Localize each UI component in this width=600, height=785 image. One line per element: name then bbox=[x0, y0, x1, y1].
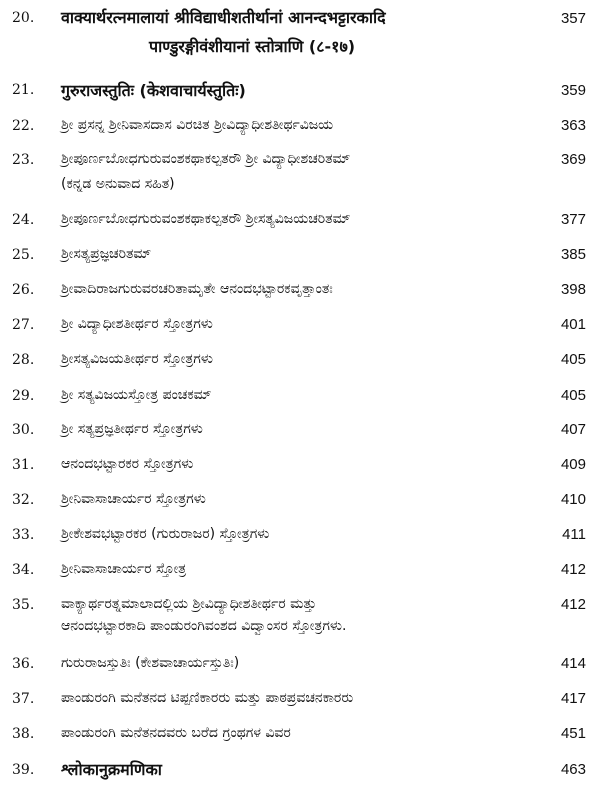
entry-title: ಪಾಂಡುರಂಗಿ ಮನೆತನದ ಟಿಪ್ಪಣಿಕಾರರು ಮತ್ತು ಪಾಠಪ್ರವಚನಕಾರರು bbox=[61, 690, 354, 706]
entry-number: 23. bbox=[12, 152, 35, 168]
entry-page: 359 bbox=[560, 82, 586, 99]
entry-number: 32. bbox=[12, 492, 35, 508]
entry-page: 363 bbox=[560, 117, 586, 134]
entry-title bbox=[61, 6, 521, 58]
entry-number: 26. bbox=[12, 282, 35, 298]
entry-title: ಶ್ರೀಕೇಶವಭಟ್ಟಾರಕರ (ಗುರುರಾಜರ) ಸ್ತೋತ್ರಗಳು bbox=[61, 526, 270, 542]
entry-title: ಶ್ರೀ ಸತ್ಯವಿಜಯಸ್ತೋತ್ರ ಪಂಚಕಮ್ bbox=[61, 387, 212, 403]
entry-number: 36. bbox=[12, 656, 35, 672]
entry-page: 405 bbox=[560, 351, 586, 368]
entry-page: 369 bbox=[560, 151, 586, 168]
entry-title: ಶ್ರೀ ಪ್ರಸನ್ನ ಶ್ರೀನಿವಾಸದಾಸ ವಿರಚಿತ ಶ್ರೀವಿದ್ಯಾಧೀಶತೀರ್ಥವಿಜಯ bbox=[61, 117, 334, 133]
entry-title: ಶ್ರೀ ವಿದ್ಯಾಧೀಶತೀರ್ಥರ ಸ್ತೋತ್ರಗಳು bbox=[61, 316, 213, 332]
entry-page: 385 bbox=[560, 246, 586, 263]
entry-number: 24. bbox=[12, 212, 35, 228]
entry-title-line-1: ವಾಕ್ಯಾರ್ಥರತ್ನಮಾಲಾದಲ್ಲಿಯ ಶ್ರೀವಿದ್ಯಾಧೀಶತೀರ್ಥರ ಮತ್ತು bbox=[61, 596, 317, 612]
entry-page: 401 bbox=[560, 316, 586, 333]
entry-title: ಶ್ರೀನಿವಾಸಾಚಾರ್ಯರ ಸ್ತೋತ್ರ bbox=[61, 561, 187, 577]
entry-page: 451 bbox=[560, 725, 586, 742]
entry-number: 34. bbox=[12, 562, 35, 578]
entry-title: ಶ್ರೀಸತ್ಯವಿಜಯತೀರ್ಥರ ಸ್ತೋತ್ರಗಳು bbox=[61, 351, 213, 367]
entry-number: 35. bbox=[12, 597, 35, 613]
entry-page: 407 bbox=[560, 421, 586, 438]
entry-title: ಶ್ರೀ ಸತ್ಯಪ್ರಜ್ಞತೀರ್ಥರ ಸ್ತೋತ್ರಗಳು bbox=[61, 421, 203, 437]
entry-number: 21. bbox=[12, 82, 35, 98]
entry-title: ಪಾಂಡುರಂಗಿ ಮನೆತನದವರು ಬರೆದ ಗ್ರಂಥಗಳ ವಿವರ bbox=[61, 725, 291, 741]
entry-title: ಶ್ರೀವಾದಿರಾಜಗುರುವರಚರಿತಾಮೃತೇ ಆನಂದಭಟ್ಟಾರಕವೃತ್ತಾಂತಃ bbox=[61, 281, 333, 297]
entry-number: 28. bbox=[12, 352, 35, 368]
entry-title: श्लोकानुक्रमणिका bbox=[61, 760, 162, 779]
entry-page: 412 bbox=[560, 561, 586, 578]
entry-page: 377 bbox=[560, 211, 586, 228]
entry-title-line-2: ಆನಂದಭಟ್ಟಾರಕಾದಿ ಪಾಂಡುರಂಗಿವಂಶದ ವಿದ್ವಾಂಸರ ಸ್ತೋತ್ರಗಳು. bbox=[61, 618, 347, 634]
entry-number: 30. bbox=[12, 422, 35, 438]
entry-number: 20. bbox=[12, 10, 35, 26]
entry-page: 414 bbox=[560, 655, 586, 672]
entry-number: 38. bbox=[12, 726, 35, 742]
entry-title bbox=[61, 148, 521, 196]
entry-title: ಆನಂದಭಟ್ಟಾರಕರ ಸ್ತೋತ್ರಗಳು bbox=[61, 456, 194, 472]
entry-title-line-1: वाक्यार्थरत्नमालायां श्रीविद्याधीशतीर्थानां आनन्दभट्टारकादि bbox=[61, 8, 386, 27]
entry-number: 25. bbox=[12, 247, 35, 263]
entry-page: 410 bbox=[560, 491, 586, 508]
entry-number: 37. bbox=[12, 691, 35, 707]
entry-title: ಶ್ರೀನಿವಾಸಾಚಾರ್ಯರ ಸ್ತೋತ್ರಗಳು bbox=[61, 491, 206, 507]
entry-title-line-2: पाण्डुरङ्गीवंशीयानां स्तोत्राणि (८-१७) bbox=[149, 37, 356, 56]
entry-page: 398 bbox=[560, 281, 586, 298]
entry-page: 357 bbox=[560, 10, 586, 27]
entry-number: 33. bbox=[12, 527, 35, 543]
entry-page: 417 bbox=[560, 690, 586, 707]
entry-number: 29. bbox=[12, 388, 35, 404]
entry-title-line-2: (ಕನ್ನಡ ಅನುವಾದ ಸಹಿತ) bbox=[61, 176, 175, 192]
entry-title bbox=[61, 593, 521, 638]
entry-title: ಶ್ರೀಪೂರ್ಣಬೋಧಗುರುವಂಶಕಥಾಕಲ್ಪತರೌ ಶ್ರೀಸತ್ಯವಿಜಯಚರಿತಮ್ bbox=[61, 211, 351, 227]
entry-number: 31. bbox=[12, 457, 35, 473]
entry-page: 409 bbox=[560, 456, 586, 473]
entry-page: 411 bbox=[562, 526, 586, 543]
entry-number: 27. bbox=[12, 317, 35, 333]
entry-page: 412 bbox=[560, 596, 586, 613]
entry-number: 39. bbox=[12, 762, 35, 778]
entry-title-line-1: ಶ್ರೀಪೂರ್ಣಬೋಧಗುರುವಂಶಕಥಾಕಲ್ಪತರೌ ಶ್ರೀ ವಿದ್ಯಾಧೀಶಚರಿತಮ್ bbox=[61, 151, 351, 167]
entry-page: 463 bbox=[560, 761, 586, 778]
entry-title: गुरुराजस्तुतिः (केशवाचार्यस्तुतिः) bbox=[61, 81, 246, 100]
entry-number: 22. bbox=[12, 118, 35, 134]
entry-title: ಗುರುರಾಜಸ್ತುತಿಃ (ಕೇಶವಾಚಾರ್ಯಸ್ತುತಿಃ) bbox=[61, 655, 240, 671]
entry-page: 405 bbox=[560, 387, 586, 404]
entry-title: ಶ್ರೀಸತ್ಯಪ್ರಜ್ಞಚರಿತಮ್ bbox=[61, 246, 152, 262]
